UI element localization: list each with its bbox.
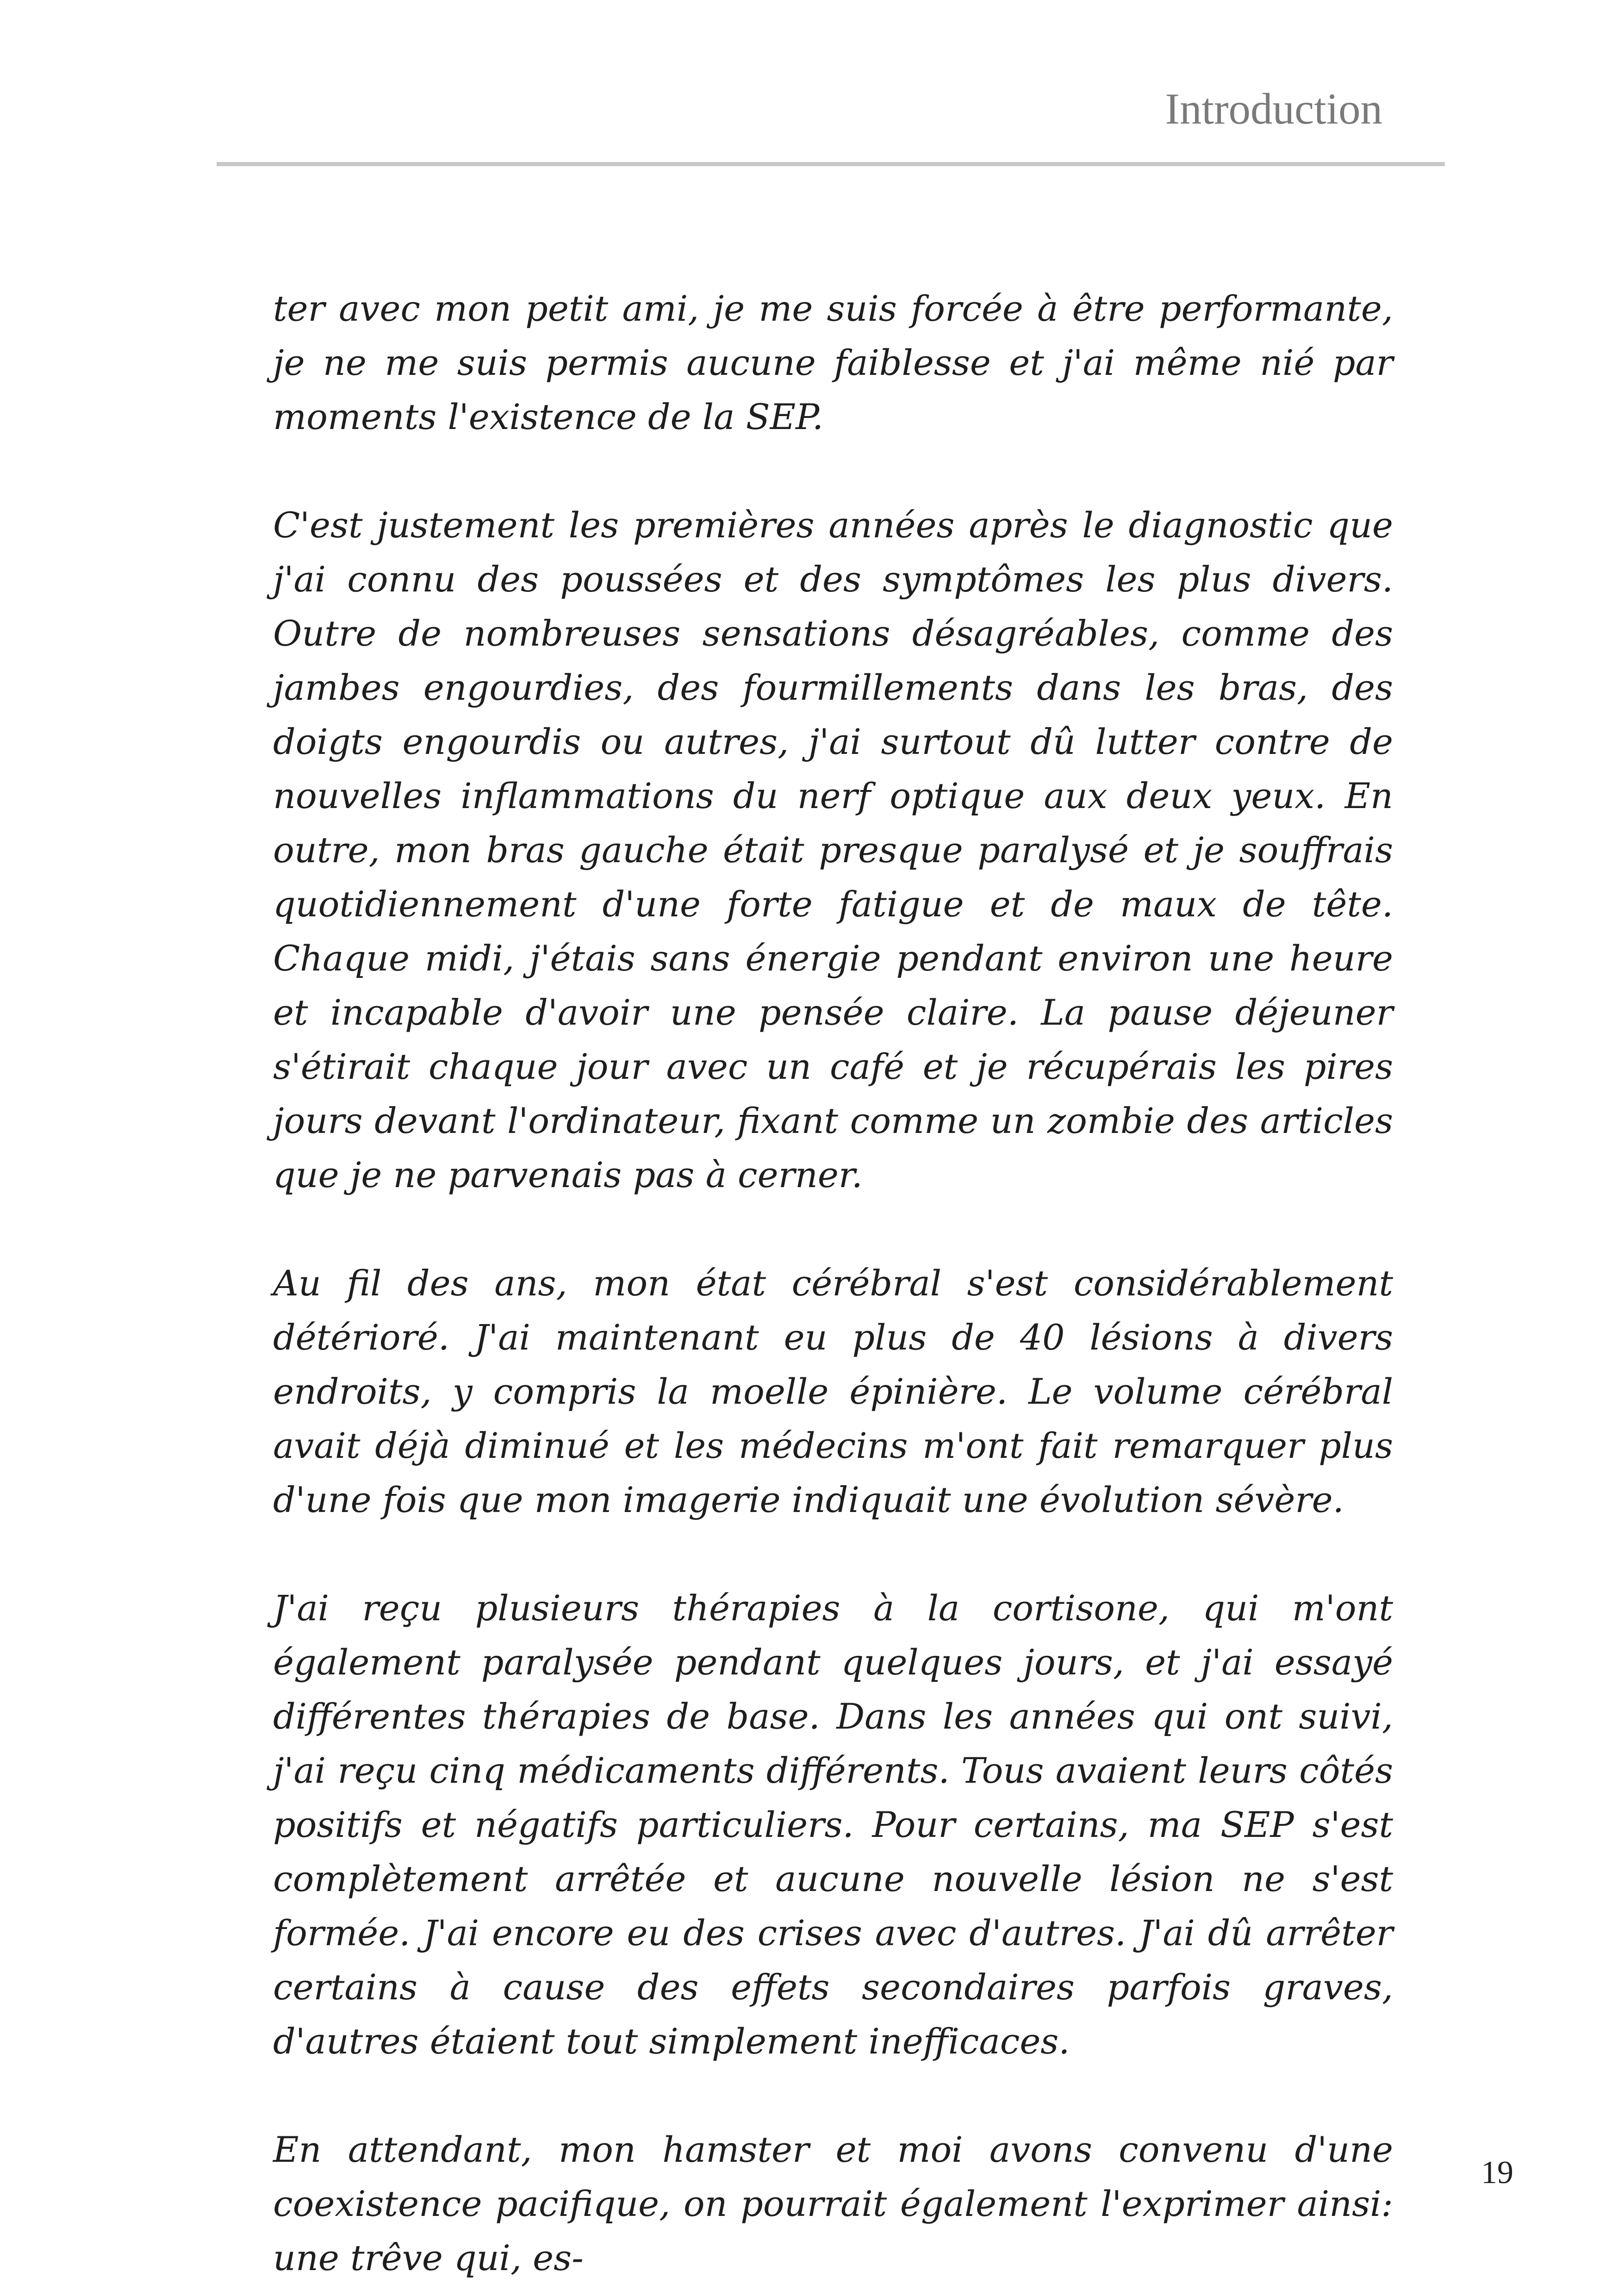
running-head-title: Introduction — [1165, 84, 1382, 133]
paragraph-2: C'est justement les premières années après le diagnostic que j'ai connu des poussées et des symptômes les plus divers. Outre de nombreuses sensations désagréables, comme des jambes engourdies, des fourmillements dans les bras, des doigts engourdis ou autres, j'ai surtout dû lutter contre de nouvelles inflammations du nerf optique aux deux yeux. En outre, mon bras gauche était presque paralysé et je souffrais quotidiennement d'une forte fatigue et de maux de tête. Chaque midi, j'étais sans énergie pendant environ une heure et incapable d'avoir une pensée claire. La pause déjeuner s'étirait chaque jour avec un café et je récupérais les pires jours devant l'ordinateur, fixant comme un zombie des articles que je ne parvenais pas à cerner. — [273, 504, 1393, 1195]
paragraph-3: Au fil des ans, mon état cérébral s'est considérablement détérioré. J'ai maintenant eu plus de 40 lésions à divers endroits, y compris la moelle épinière. Le volume cérébral avait déjà diminué et les médecins m'ont fait remarquer plus d'une fois que mon imagerie indiquait une évolution sévère. — [273, 1263, 1393, 1520]
paragraph-4: J'ai reçu plusieurs thérapies à la cortisone, qui m'ont également paralysée pendant quelques jours, et j'ai essayé différentes thérapies de base. Dans les années qui ont suivi, j'ai reçu cinq médicaments différents. Tous avaient leurs côtés positifs et négatifs particuliers. Pour certains, ma SEP s'est complètement arrêtée et aucune nouvelle lésion ne s'est formée. J'ai encore eu des crises avec d'autres. J'ai dû arrêter certains à cause des effets secondaires parfois graves, d'autres étaient tout simplement inefficaces. — [273, 1587, 1393, 2062]
paragraph-1: ter avec mon petit ami, je me suis forcée à être performante, je ne me suis permis aucune faiblesse et j'ai même nié par moments l'existence de la SEP. — [273, 288, 1393, 437]
paragraph-5: En attendant, mon hamster et moi avons convenu d'une coexistence pacifique, on pourrait également l'exprimer ainsi: une trêve qui, es- — [273, 2129, 1393, 2278]
body-text — [273, 281, 1393, 2285]
page-number: 19 — [1481, 2155, 1513, 2190]
header-rule — [217, 162, 1445, 166]
